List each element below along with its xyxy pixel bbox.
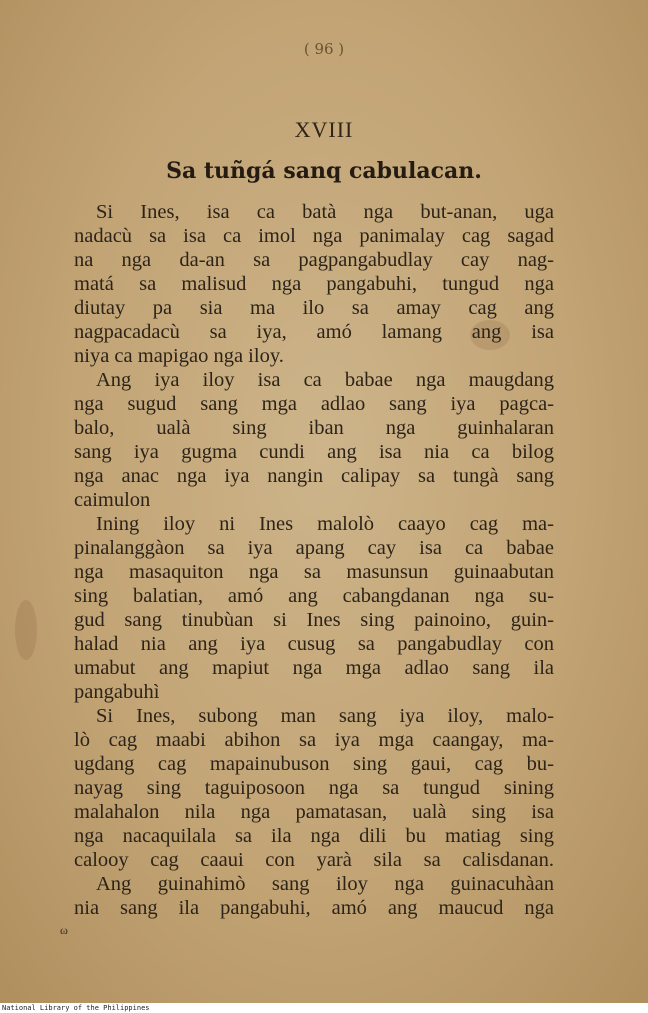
text-line: gud sang tinubùan si Ines sing painoino, guin- [74,609,554,631]
text-line: lò cag maabi abihon sa iya mga caangay, ma- [74,729,554,751]
text-line: nga sugud sang mga adlao sang iya pagca- [74,393,554,415]
text-line: nadacù sa isa ca imol nga panimalay cag sagad [74,225,554,247]
text-line: Ang guinahimò sang iloy nga guinacuhàan [96,873,554,895]
library-credit: National Library of the Philippines [2,1004,150,1012]
text-line: sang iya gugma cundi ang isa nia ca bilog [74,441,554,463]
text-line: Si Ines, subong man sang iya iloy, malo- [96,705,554,727]
page-number: ( 96 ) [303,40,345,58]
paper-stain [15,600,37,660]
text-line: sing balatian, amó ang cabangdanan nga su- [74,585,554,607]
text-line: nga nacaquilala sa ila nga dili bu matiag sing [74,825,554,847]
text-line: nagpacadacù sa iya, amó lamang ang isa [74,321,554,343]
text-line: nga anac nga iya nangin calipay sa tungà sang [74,465,554,487]
text-line: niya ca mapigao nga iloy. [74,345,284,367]
text-line: calooy cag caaui con yarà sila sa calisdanan. [74,849,554,871]
text-line: malahalon nila nga pamatasan, ualà sing isa [74,801,554,823]
text-line: Si Ines, isa ca batà nga but-anan, uga [96,201,554,223]
text-line: ugdang cag mapainubuson sing gaui, cag bu- [74,753,554,775]
body-text [74,200,554,920]
chapter-heading: XVIII [294,117,354,142]
text-line: nia sang ila pangabuhi, amó ang maucud nga [74,897,554,919]
text-line: pinalanggàon sa iya apang cay isa ca babae [74,537,554,559]
text-line: Ang iya iloy isa ca babae nga maugdang [96,369,554,391]
section-title: Sa tuñgá sanq cabulacan. [166,158,482,184]
text-line: Ining iloy ni Ines malolò caayo cag ma- [96,513,554,535]
text-line: pangabuhì [74,681,160,703]
text-line: umabut ang mapiut nga mga adlao sang ila [74,657,554,679]
text-line: na nga da-an sa pagpangabudlay cay nag- [74,249,554,271]
text-line: matá sa malisud nga pangabuhi, tungud nga [74,273,554,295]
text-line: nga masaquiton nga sa masunsun guinaabutan [74,561,554,583]
text-line: halad nia ang iya cusug sa pangabudlay con [74,633,554,655]
signature-mark: ω [60,923,68,937]
text-line: diutay pa sia ma ilo sa amay cag ang [74,297,554,319]
text-line: caimulon [74,489,151,511]
text-line: nayag sing taguiposoon nga sa tungud sining [74,777,554,799]
text-line: balo, ualà sing iban nga guinhalaran [74,417,554,439]
